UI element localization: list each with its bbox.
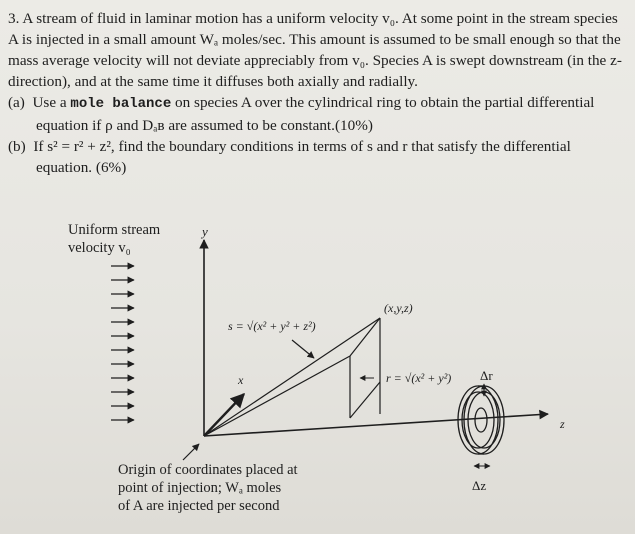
z-axis-label: z: [560, 417, 565, 431]
s-formula: s = √(x² + y² + z²): [228, 319, 316, 333]
part-b-text: If s² = r² + z², find the boundary conditions in terms of s and r that satisfy the differential: [33, 138, 571, 155]
x-axis-label: x: [238, 373, 244, 387]
r-formula: r = √(x² + y²): [386, 371, 452, 385]
origin-caption-line-3: of A are injected per second: [118, 498, 280, 514]
origin-caption-line-1: Origin of coordinates placed at: [118, 462, 298, 478]
stream-label-line-2: velocity v₀: [68, 240, 131, 256]
problem-line-2: A is injected in a small amount Wₐ moles/sec. This amount is assumed to be small enough so that the: [8, 31, 621, 48]
x-axis: [204, 394, 244, 436]
part-a-label: (a): [8, 94, 25, 111]
part-b-label: (b): [8, 138, 26, 155]
part-a-text-post: on species A over the cylindrical ring to obtain the partial differential: [175, 94, 595, 111]
problem-line-3: mass average velocity will not deviate appreciably from v₀. Species A is swept downstream (in the z-: [8, 52, 622, 69]
point-label: (x,y,z): [384, 301, 413, 315]
y-axis-label: y: [202, 224, 208, 239]
part-a-text-pre: Use a: [32, 94, 67, 111]
origin-caption-line-2: point of injection; Wₐ moles: [118, 480, 282, 496]
part-a-bold-term: mole balance: [70, 96, 172, 112]
origin-pointer-arrow: [183, 444, 199, 460]
problem-line-1: 3. A stream of fluid in laminar motion has a uniform velocity v₀. At some point in the stream species: [8, 10, 618, 27]
part-a-line-2: equation if ρ and Dₐʙ are assumed to be constant.(10%): [36, 117, 373, 134]
delta-r-label: Δr: [480, 368, 493, 383]
position-geometry: [204, 318, 380, 436]
stream-label-line-1: Uniform stream: [68, 222, 161, 238]
problem-line-4: direction), and at the same time it diffuses both axially and radially.: [8, 73, 418, 90]
s-pointer-arrow: [292, 340, 314, 358]
part-b-line-2: equation. (6%): [36, 159, 127, 176]
delta-z-label: Δz: [472, 478, 487, 493]
stream-arrows: [111, 266, 134, 420]
